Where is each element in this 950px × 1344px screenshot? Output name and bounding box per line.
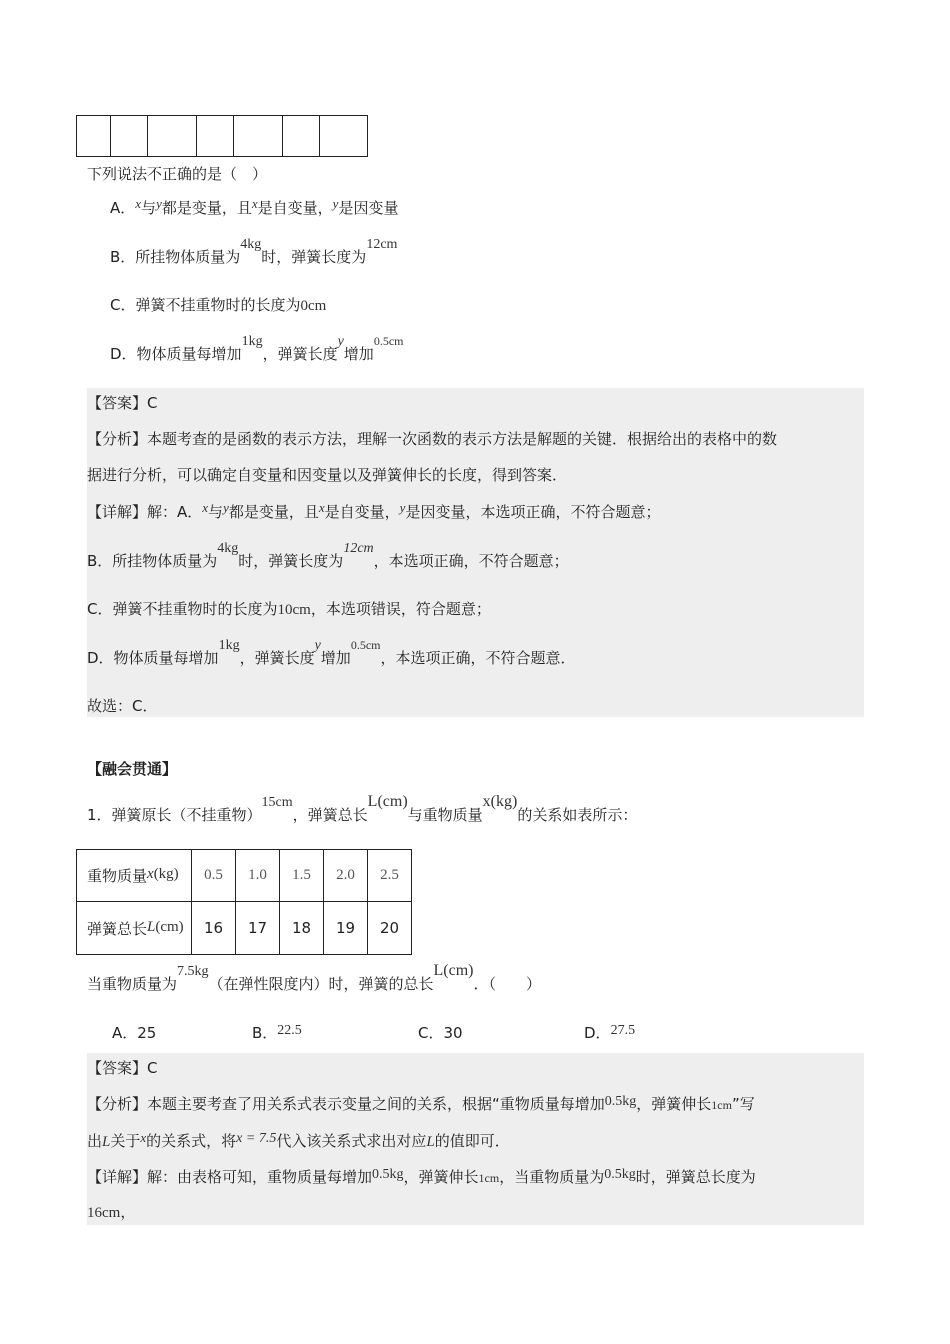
table-cell: 18 [280,902,324,955]
table-cell [111,116,148,157]
row-header: 弹簧总长L(cm) [77,902,192,955]
final-answer: 故选：C． [87,697,158,715]
table-cell [148,116,197,157]
option-a: A．x与y都是变量，且x是自变量，y是因变量 [110,196,399,217]
table-cell [77,116,111,157]
option-c: C．弹簧不挂重物时的长度为0cm [110,296,327,314]
table-cell: 1.5 [280,850,324,902]
table-cell [283,116,320,157]
option-d: D．物体质量每增加1kg，弹簧长度y增加$^{0.5cm}$ [110,334,404,363]
table-cell: 0.5 [192,850,236,902]
option-a: A．25 [112,1024,157,1042]
section-title: 【融会贯通】 [87,760,178,778]
question-1-ask: 当重物质量为7.5kg（在弹性限度内）时，弹簧的总长L(cm)．（ ） [87,962,542,993]
table-cell [197,116,234,157]
answer-label: 【答案】C [87,394,158,412]
option-b: B．22.5 [252,1023,302,1042]
detail-line-d: D．物体质量每增加1kg，弹簧长度y增加$^{0.5cm}$，本选项正确，不符合题意． [87,638,576,667]
question-1-stem: 1．弹簧原长（不挂重物）15cm，弹簧总长L(cm)与重物质量x(kg)的关系如表所示： [87,793,638,824]
detail-line: 16cm， [87,1203,136,1221]
option-d: D．27.5 [584,1023,636,1042]
option-c: C．30 [418,1024,463,1042]
detail-line-a: 【详解】解：A．x与y都是变量，且x是自变量，y是因变量，本选项正确，不符合题意； [87,500,661,521]
table-cell: 19 [324,902,368,955]
var-l: L [147,918,156,935]
table-cell: 2.5 [368,850,412,902]
var-x: x [147,866,154,882]
analysis-line: 【分析】本题考查的是函数的表示方法，理解一次函数的表示方法是解题的关键．根据给出的表格中的数 [87,430,778,448]
option-b: B．所挂物体质量为4kg时，弹簧长度为12cm [110,237,398,266]
table-cell: 2.0 [324,850,368,902]
analysis-line: 据进行分析，可以确定自变量和因变量以及弹簧伸长的长度，得到答案． [87,466,568,484]
table-cell: 20 [368,902,412,955]
detail-line-c: C．弹簧不挂重物时的长度为10cm，本选项错误，符合题意； [87,600,491,618]
table-cell: 17 [236,902,280,955]
detail-line: 【详解】解：由表格可知，重物质量每增加0.5kg，弹簧伸长1cm，当重物质量为0.5kg时，弹簧总长度为 [87,1167,756,1186]
table-cell [234,116,283,157]
table-cell: 16 [192,902,236,955]
analysis-line: 【分析】本题主要考查了用关系式表示变量之间的关系，根据“重物质量每增加0.5kg，弹簧伸长1cm”写 [87,1094,755,1113]
table-cell: 1.0 [236,850,280,902]
row-header: 重物质量x(kg) [77,850,192,902]
question-stem: 下列说法不正确的是（ ） [87,165,268,183]
answer-label: 【答案】C [87,1059,158,1077]
analysis-line: 出L关于x的关系式，将x = 7.5代入该关系式求出对应L的值即可． [87,1130,510,1150]
empty-table [76,115,368,157]
data-table [76,849,412,955]
table-cell [320,116,368,157]
detail-line-b: B．所挂物体质量为4kg时，弹簧长度为12cm，本选项正确，不符合题意； [87,541,569,570]
